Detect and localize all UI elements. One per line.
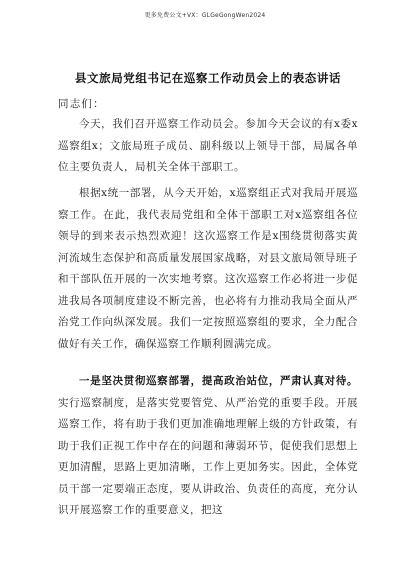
section-one-body: 实行巡察制度，是落实党要管党、从严治党的重要手段。开展巡察工作，将有助于我们更加准确地理解上级的方针政策，有助于我们正视工作中存在的问题和薄弱环节，促使我们思想上更加清醒，思路上更加清晰，工作上更加务实。因此，全体党员干部一定要端正态度，要从讲政治、负责任的高度，充分认识开展巡察工作的重要意义，把这 <box>58 396 358 516</box>
section-one-heading: 一是坚决贯彻巡察部署，提高政治站位，严肃认真对待。 <box>79 375 358 387</box>
page-header-note: 更多免费公文+VX：GLGeGongWen2024 <box>144 12 266 19</box>
salutation: 同志们： <box>58 98 105 110</box>
paragraph-welcome: 根据x统一部署，从今天开始，x巡察组正式对我局开展巡察工作。在此，我代表局党组和全体干部职工对x巡察组各位领导的到来表示热烈欢迎！这次巡察工作是x围绕贯彻落实黄河流域生态保护和高质量发展国家战略，对县文旅局领导班子和干部队伍开展的一次实地考察。这次巡察工作必将进一步促进我局各项制度建设不断完善，也必将有力推动我局全面从严治党工作向纵深发展。我们一定按照巡察组的要求，全力配合做好有关工作，确保巡察工作顺利圆满完成。 <box>58 187 358 350</box>
paragraph-opening: 今天，我们召开巡察工作动员会。参加今天会议的有x委x巡察组x；文旅局班子成员、副科级以上领导干部，局属各单位主要负责人，局机关全体干部职工。 <box>58 118 358 173</box>
document-title: 县文旅局党组书记在巡察工作动员会上的表态讲话 <box>74 71 342 85</box>
paragraph-section-one <box>58 371 358 522</box>
